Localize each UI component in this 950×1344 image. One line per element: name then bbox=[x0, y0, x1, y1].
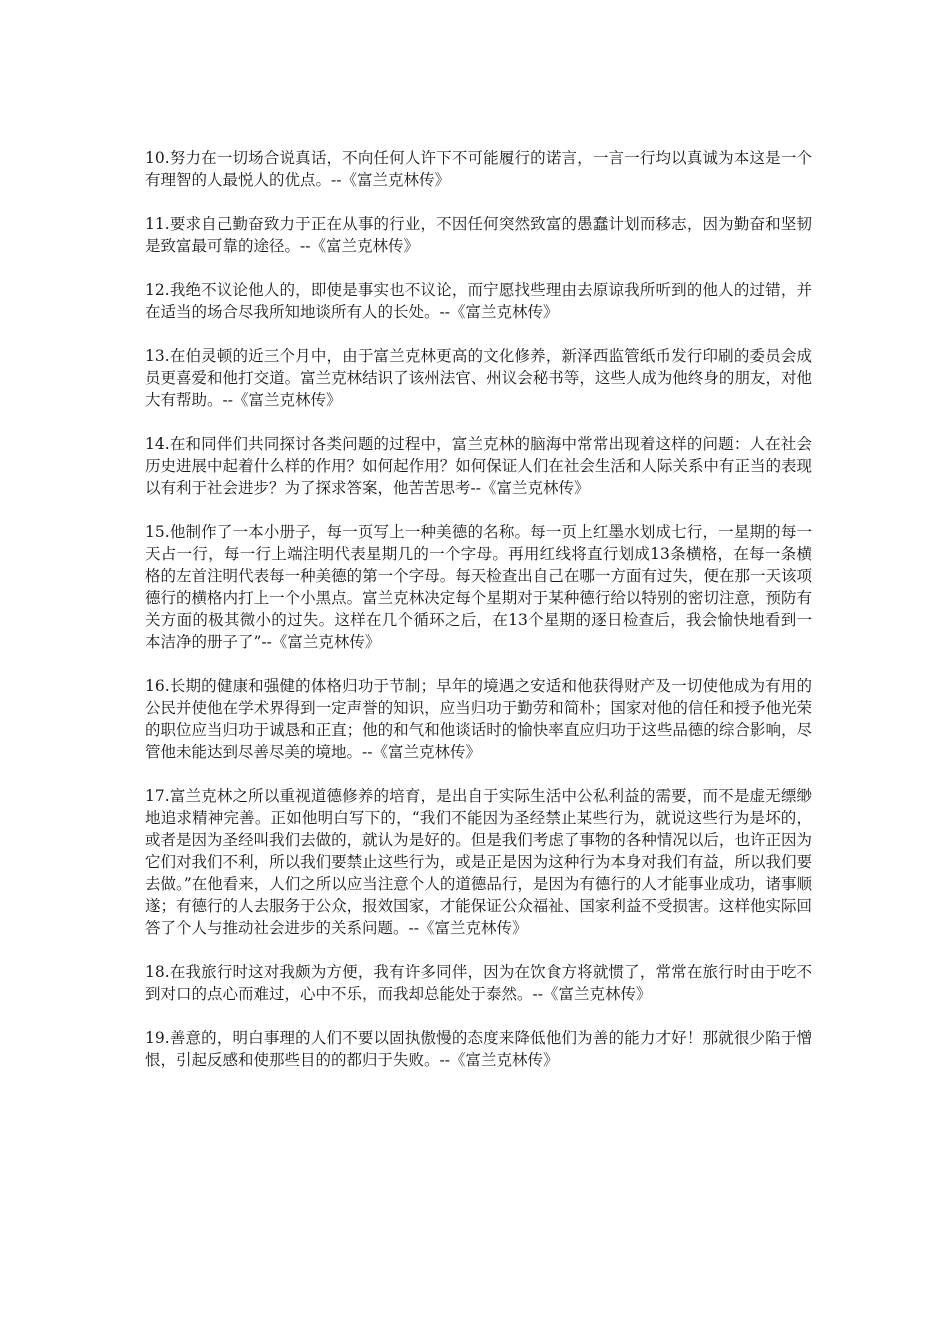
quote-paragraph-15: 15.他制作了一本小册子，每一页写上一种美德的名称。每一页上红墨水划成七行，一星期的每一天占一行，每一行上端注明代表星期几的一个字母。再用红线将直行划成13条横格，在每一条横格的左首注明代表每一种美德的第一个字母。每天检查出自己在哪一方面有过失，便在那一天该项德行的横格内打上一个小黑点。富兰克林决定每个星期对于某种德行给以特别的密切注意，预防有关方面的极其微小的过失。这样在几个循环之后，在13个星期的逐日检查后，我会愉快地看到一本洁净的册子了”--《富兰克林传》 bbox=[145, 523, 812, 651]
quote-paragraph-18: 18.在我旅行时这对我颇为方便，我有许多同伴，因为在饮食方将就惯了，常常在旅行时由于吃不到对口的点心而难过，心中不乐，而我却总能处于泰然。--《富兰克林传》 bbox=[145, 963, 812, 1003]
quote-paragraph-16: 16.长期的健康和强健的体格归功于节制；早年的境遇之安适和他获得财产及一切使他成为有用的公民并使他在学术界得到一定声誉的知识，应当归功于勤劳和简朴；国家对他的信任和授予他光荣的职位应当归功于诚恳和正直；他的和气和他谈话时的愉快率直应归功于这些品德的综合影响，尽管他未能达到尽善尽美的境地。--《富兰克林传》 bbox=[145, 677, 812, 761]
quote-paragraph-10: 10.努力在一切场合说真话，不向任何人许下不可能履行的诺言，一言一行均以真诚为本这是一个有理智的人最悦人的优点。--《富兰克林传》 bbox=[145, 149, 812, 189]
quote-paragraph-14: 14.在和同伴们共同探讨各类问题的过程中，富兰克林的脑海中常常出现着这样的问题：人在社会历史进展中起着什么样的作用？如何起作用？如何保证人们在社会生活和人际关系中有正当的表现以有利于社会进步？为了探求答案，他苦苦思考--《富兰克林传》 bbox=[145, 435, 812, 497]
quote-paragraph-11: 11.要求自己勤奋致力于正在从事的行业，不因任何突然致富的愚蠢计划而移志，因为勤奋和坚韧是致富最可靠的途径。--《富兰克林传》 bbox=[145, 215, 812, 255]
quote-paragraph-13: 13.在伯灵顿的近三个月中，由于富兰克林更高的文化修养，新泽西监管纸币发行印刷的委员会成员更喜爱和他打交道。富兰克林结识了该州法官、州议会秘书等，这些人成为他终身的朋友，对他大有帮助。--《富兰克林传》 bbox=[145, 347, 812, 409]
quote-paragraph-19: 19.善意的，明白事理的人们不要以固执傲慢的态度来降低他们为善的能力才好！那就很少陷于憎恨，引起反感和使那些目的的都归于失败。--《富兰克林传》 bbox=[145, 1029, 812, 1069]
document-body bbox=[145, 147, 812, 1093]
quote-paragraph-17: 17.富兰克林之所以重视道德修养的培育，是出自于实际生活中公私利益的需要，而不是虚无缥缈地追求精神完善。正如他明白写下的，“我们不能因为圣经禁止某些行为，就说这些行为是坏的，或者是因为圣经叫我们去做的，就认为是好的。但是我们考虑了事物的各种情况以后，也许正因为它们对我们不利，所以我们要禁止这些行为，或是正是因为这种行为本身对我们有益，所以我们要去做。”在他看来，人们之所以应当注意个人的道德品行，是因为有德行的人才能事业成功，诸事顺遂；有德行的人去服务于公众，报效国家，才能保证公众福祉、国家利益不受损害。这样他实际回答了个人与推动社会进步的关系问题。--《富兰克林传》 bbox=[145, 787, 812, 937]
quote-paragraph-12: 12.我绝不议论他人的，即使是事实也不议论，而宁愿找些理由去原谅我所听到的他人的过错，并在适当的场合尽我所知地谈所有人的长处。--《富兰克林传》 bbox=[145, 281, 812, 321]
